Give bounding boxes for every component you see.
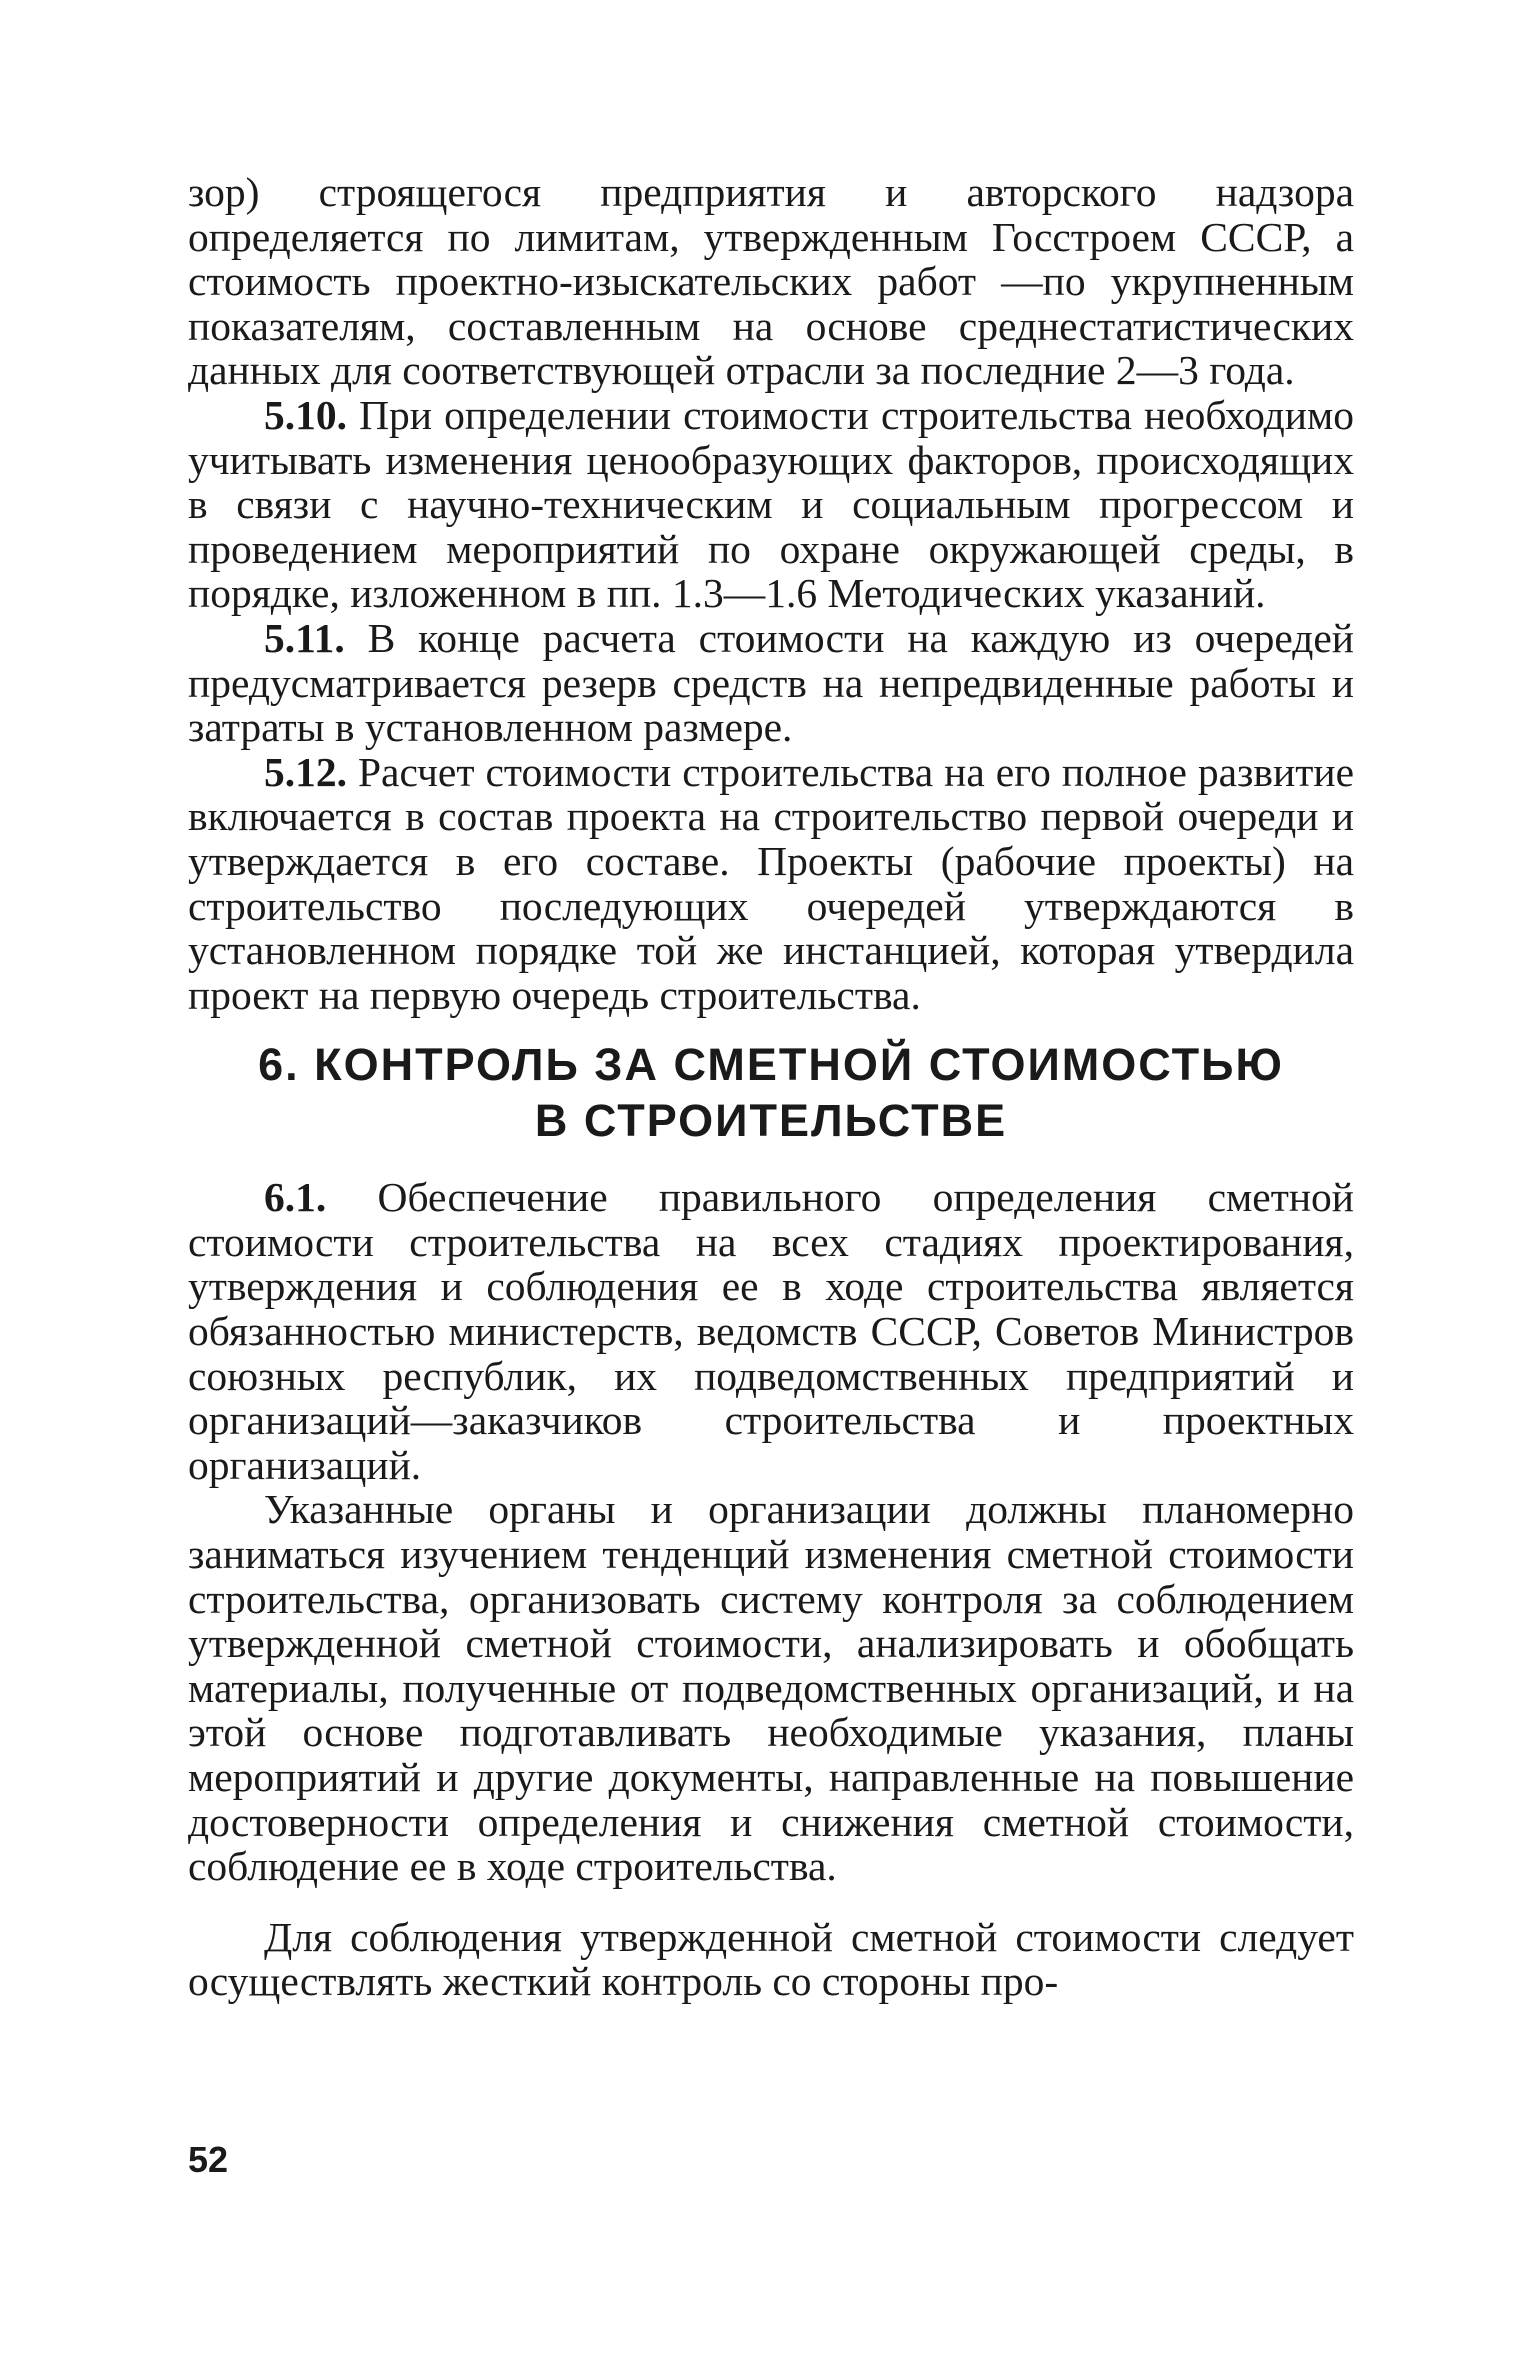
- clause-number: 5.12.: [264, 748, 347, 795]
- page-number: 52: [188, 2139, 229, 2180]
- paragraph-5-9-continuation: [188, 170, 1354, 393]
- paragraph-text: Обеспечение правильного определения сметной стоимости строительства на всех стадиях проектирования, утверждения и соблюдения ее в ходе строительства является обязанностью министерств, ведомств СССР, Советов Министров союзных республик, их подведомственных предприятий и организаций—заказчиков строительства и проектных организаций.: [188, 1174, 1354, 1488]
- paragraph-text: зор) строящегося предприятия и авторского надзора определяется по лимитам, утвержденным Госстроем СССР, а стоимость проектно-изыскательских работ —по укрупненным показателям, составленным на основе среднестатистических данных для соответствующей отрасли за последние 2—3 года.: [188, 169, 1354, 394]
- paragraph-text: При определении стоимости строительства необходимо учитывать изменения ценообразующих факторов, происходящих в связи с научно-техническим и социальным прогрессом и проведением мероприятий по охране окружающей среды, в порядке, изложенном в пп. 1.3—1.6 Методических указаний.: [188, 391, 1354, 617]
- paragraph-6-1: [188, 1175, 1354, 1487]
- paragraph-text: Расчет стоимости строительства на его полное развитие включается в состав проекта на строительство первой очереди и утверждается в его составе. Проекты (рабочие проекты) на строительство последующих очередей утверждаются в установленном порядке той же инстанцией, которая утвердила проект на первую очередь строительства.: [188, 748, 1354, 1018]
- paragraph-text: В конце расчета стоимости на каждую из очередей предусматривается резерв средств на непредвиденные работы и затраты в установленном размере.: [188, 614, 1354, 751]
- clause-number: 6.1.: [264, 1174, 327, 1221]
- section-heading-line-2: В СТРОИТЕЛЬСТВЕ: [534, 1095, 1008, 1147]
- page-body: [188, 170, 1354, 2004]
- paragraph-5-12: [188, 750, 1354, 1018]
- paragraph-6-1-part-3: [188, 1915, 1354, 2004]
- clause-number: 5.11.: [264, 614, 345, 661]
- paragraph-5-10: [188, 393, 1354, 616]
- section-heading: [188, 1037, 1354, 1149]
- paragraph-text: Для соблюдения утвержденной сметной стоимости следует осуществлять жесткий контроль со стороны про-: [188, 1913, 1354, 2005]
- paragraph-5-11: [188, 616, 1354, 750]
- section-heading-line-1: 6. КОНТРОЛЬ ЗА СМЕТНОЙ СТОИМОСТЬЮ: [258, 1039, 1284, 1091]
- paragraph-text: Указанные органы и организации должны планомерно заниматься изучением тенденций изменения сметной стоимости строительства, организовать систему контроля за соблюдением утвержденной сметной стоимости, анализировать и обобщать материалы, полученные от подведомственных организаций, и на этой основе подготавливать необходимые указания, планы мероприятий и другие документы, направленные на повышение достоверности определения и снижения сметной стоимости, соблюдение ее в ходе строительства.: [188, 1486, 1354, 1890]
- paragraph-6-1-part-2: [188, 1487, 1354, 1888]
- clause-number: 5.10.: [264, 391, 347, 438]
